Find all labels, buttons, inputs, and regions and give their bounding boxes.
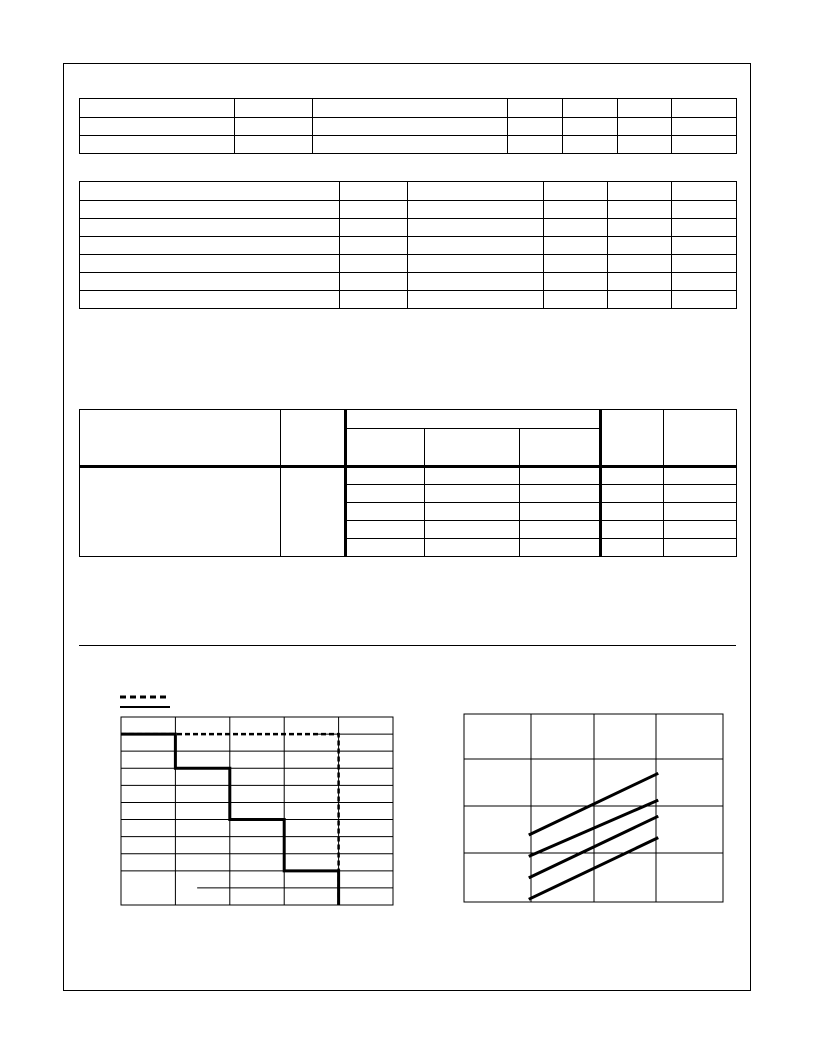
table-1-header bbox=[80, 99, 737, 118]
table-3 bbox=[79, 409, 737, 557]
table-cell bbox=[425, 467, 520, 485]
table-cell bbox=[80, 201, 340, 219]
table-cell bbox=[520, 503, 601, 521]
section-divider bbox=[79, 645, 736, 646]
table-3-merged-cell bbox=[281, 467, 346, 557]
table-2-header-cell bbox=[80, 182, 340, 201]
table-cell bbox=[346, 467, 425, 485]
table-cell bbox=[313, 118, 508, 136]
table-cell bbox=[520, 485, 601, 503]
table-row bbox=[80, 201, 737, 219]
table-2-header-cell bbox=[672, 182, 737, 201]
table-cell bbox=[544, 255, 608, 273]
table-cell bbox=[672, 118, 737, 136]
table-cell bbox=[340, 201, 408, 219]
table-2 bbox=[79, 181, 737, 309]
table-3-merged-cell bbox=[80, 467, 281, 557]
table-cell bbox=[672, 237, 737, 255]
table-3-header-cell bbox=[601, 410, 664, 467]
table-cell bbox=[235, 118, 313, 136]
table-3-subheader-cell bbox=[425, 429, 520, 467]
table-cell bbox=[544, 291, 608, 309]
table-row bbox=[80, 118, 737, 136]
table-cell bbox=[601, 485, 664, 503]
table-3-header-group bbox=[346, 410, 601, 429]
table-cell bbox=[340, 255, 408, 273]
table-cell bbox=[672, 273, 737, 291]
table-cell bbox=[608, 219, 672, 237]
table-3-header-cell bbox=[281, 410, 346, 467]
table-3-header-top bbox=[80, 410, 737, 429]
table-cell bbox=[80, 273, 340, 291]
table-cell bbox=[346, 485, 425, 503]
table-cell bbox=[608, 273, 672, 291]
table-cell bbox=[235, 136, 313, 154]
table-2-header-cell bbox=[544, 182, 608, 201]
table-cell bbox=[563, 136, 618, 154]
table-cell bbox=[80, 237, 340, 255]
table-cell bbox=[346, 539, 425, 557]
table-row bbox=[80, 467, 737, 485]
table-cell bbox=[520, 467, 601, 485]
table-cell bbox=[80, 291, 340, 309]
table-cell bbox=[408, 255, 544, 273]
table-1 bbox=[79, 98, 737, 154]
table-cell bbox=[672, 136, 737, 154]
table-cell bbox=[608, 291, 672, 309]
table-cell bbox=[425, 485, 520, 503]
table-cell bbox=[425, 539, 520, 557]
table-cell bbox=[520, 521, 601, 539]
table-cell bbox=[544, 237, 608, 255]
table-3-header-cell bbox=[664, 410, 737, 467]
table-cell bbox=[664, 539, 737, 557]
table-row bbox=[80, 273, 737, 291]
table-cell bbox=[520, 539, 601, 557]
table-cell bbox=[664, 485, 737, 503]
table-cell bbox=[608, 237, 672, 255]
table-cell bbox=[80, 118, 235, 136]
table-cell bbox=[346, 521, 425, 539]
table-cell bbox=[601, 521, 664, 539]
table-1-header-cell bbox=[618, 99, 672, 118]
table-cell bbox=[340, 219, 408, 237]
table-cell bbox=[508, 136, 563, 154]
table-cell bbox=[601, 503, 664, 521]
table-cell bbox=[408, 237, 544, 255]
table-2-header-cell bbox=[340, 182, 408, 201]
table-cell bbox=[408, 291, 544, 309]
table-row bbox=[80, 237, 737, 255]
table-1-header-cell bbox=[563, 99, 618, 118]
table-cell bbox=[672, 291, 737, 309]
table-row bbox=[80, 255, 737, 273]
table-cell bbox=[664, 467, 737, 485]
table-cell bbox=[425, 521, 520, 539]
table-cell bbox=[346, 503, 425, 521]
table-1-header-cell bbox=[80, 99, 235, 118]
table-1-header-cell bbox=[313, 99, 508, 118]
table-cell bbox=[80, 136, 235, 154]
table-cell bbox=[601, 539, 664, 557]
table-cell bbox=[508, 118, 563, 136]
table-cell bbox=[80, 219, 340, 237]
table-1-header-cell bbox=[508, 99, 563, 118]
table-cell bbox=[408, 273, 544, 291]
table-cell bbox=[601, 467, 664, 485]
table-cell bbox=[618, 118, 672, 136]
table-cell bbox=[672, 201, 737, 219]
table-3-subheader-cell bbox=[520, 429, 601, 467]
table-cell bbox=[672, 255, 737, 273]
table-cell bbox=[544, 201, 608, 219]
table-cell bbox=[340, 291, 408, 309]
table-3-header-cell bbox=[80, 410, 281, 467]
table-cell bbox=[425, 503, 520, 521]
table-cell bbox=[608, 201, 672, 219]
table-cell bbox=[664, 503, 737, 521]
table-cell bbox=[563, 118, 618, 136]
table-row bbox=[80, 219, 737, 237]
table-cell bbox=[408, 219, 544, 237]
table-1-header-cell bbox=[235, 99, 313, 118]
table-cell bbox=[664, 521, 737, 539]
table-cell bbox=[672, 219, 737, 237]
table-cell bbox=[80, 255, 340, 273]
table-cell bbox=[313, 136, 508, 154]
table-cell bbox=[408, 201, 544, 219]
table-2-header-cell bbox=[608, 182, 672, 201]
table-cell bbox=[544, 273, 608, 291]
table-1-header-cell bbox=[672, 99, 737, 118]
table-cell bbox=[608, 255, 672, 273]
table-cell bbox=[544, 219, 608, 237]
table-2-header bbox=[80, 182, 737, 201]
table-row bbox=[80, 291, 737, 309]
table-row bbox=[80, 136, 737, 154]
table-cell bbox=[340, 273, 408, 291]
table-2-header-cell bbox=[408, 182, 544, 201]
table-cell bbox=[618, 136, 672, 154]
table-cell bbox=[340, 237, 408, 255]
table-3-subheader-cell bbox=[346, 429, 425, 467]
